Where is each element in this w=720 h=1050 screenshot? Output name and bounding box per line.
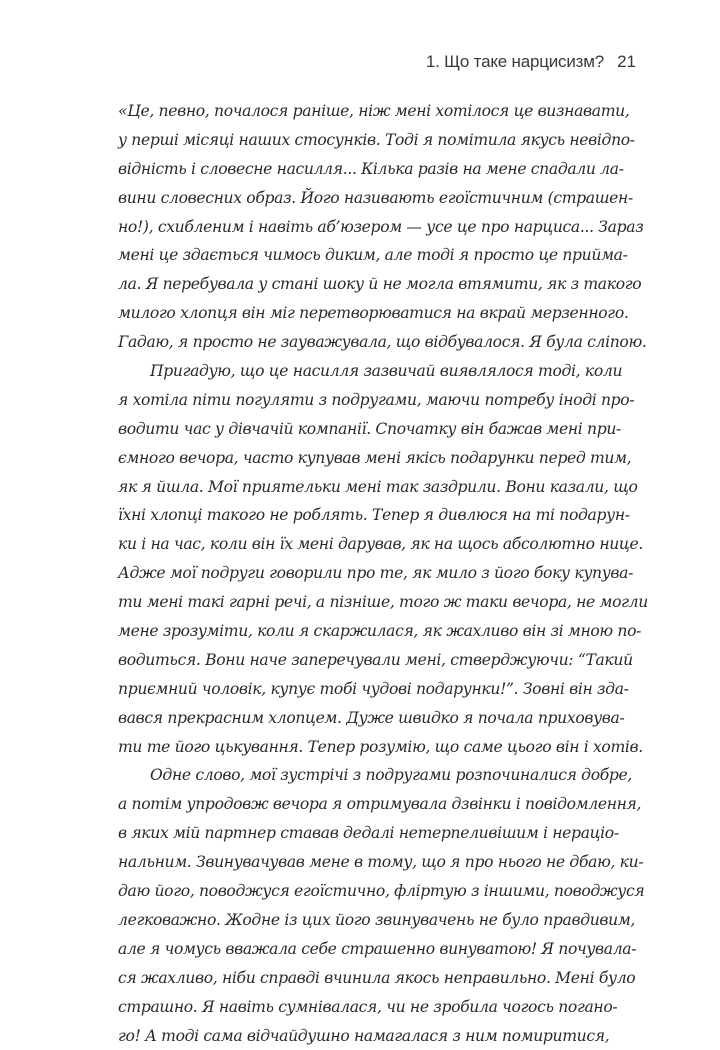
- chapter-title: 1. Що таке нарцисизм?: [426, 52, 604, 72]
- text-line: ла. Я перебувала у стані шоку й не могла втямити, як з такого: [118, 270, 577, 299]
- text-line: водити час у дівчачій компанії. Спочатку він бажав мені при-: [118, 415, 577, 444]
- text-line: нальним. Звинувачував мене в тому, що я про нього не дбаю, ки-: [118, 848, 577, 877]
- text-line: легковажно. Жодне із цих його звинувачень не було правдивим,: [118, 906, 577, 935]
- text-line: а потім упродовж вечора я отримувала дзвінки і повідомлення,: [118, 790, 577, 819]
- text-line: як я йшла. Мої приятельки мені так заздрили. Вони казали, що: [118, 473, 577, 502]
- text-line: Пригадую, що це насилля зазвичай виявлялося тоді, коли: [118, 357, 577, 386]
- page-number: 21: [617, 52, 636, 72]
- text-line: даю його, поводжуся егоїстично, фліртую з іншими, поводжуся: [118, 877, 577, 906]
- text-line: відність і словесне насилля... Кілька разів на мене спадали ла-: [118, 155, 577, 184]
- text-line: «Це, певно, почалося раніше, ніж мені хотілося це визнавати,: [118, 97, 577, 126]
- text-line: у перші місяці наших стосунків. Тоді я помітила якусь невідпо-: [118, 126, 577, 155]
- running-header: [0, 50, 720, 74]
- text-line: їхні хлопці такого не роблять. Тепер я дивлюся на ті подарун-: [118, 501, 577, 530]
- paragraph: [118, 357, 577, 761]
- text-line: ки і на час, коли він їх мені дарував, як на щось абсолютно нице.: [118, 530, 577, 559]
- text-line: я хотіла піти погуляти з подругами, маючи потребу іноді про-: [118, 386, 577, 415]
- text-line: мене зрозуміти, коли я скаржилася, як жахливо він зі мною по-: [118, 617, 577, 646]
- text-line: ти мені такі гарні речі, а пізніше, того ж таки вечора, не могли: [118, 588, 577, 617]
- text-line: Адже мої подруги говорили про те, як мило з його боку купува-: [118, 559, 577, 588]
- text-line: мені це здається чимось диким, але тоді я просто це прийма-: [118, 241, 577, 270]
- text-line: водиться. Вони наче заперечували мені, стверджуючи: “Такий: [118, 646, 577, 675]
- text-line: Одне слово, мої зустрічі з подругами розпочиналися добре,: [118, 761, 577, 790]
- text-line: але я чомусь вважала себе страшенно винуватою! Я почувала-: [118, 935, 577, 964]
- text-line: ти те його цькування. Тепер розумію, що саме цього він і хотів.: [118, 733, 577, 762]
- text-line: Гадаю, я просто не зауважувала, що відбувалося. Я була сліпою.: [118, 328, 577, 357]
- text-line: но!), схибленим і навіть аб’юзером — усе це про нарциса... Зараз: [118, 213, 577, 242]
- paragraph: [118, 761, 577, 1050]
- body-text: [118, 97, 577, 1050]
- text-line: вини словесних образ. Його називають егоїстичним (страшен-: [118, 184, 577, 213]
- text-line: го! А тоді сама відчайдушно намагалася з ним помиритися,: [118, 1022, 577, 1050]
- text-line: в яких мій партнер ставав дедалі нетерпеливішим і нераціо-: [118, 819, 577, 848]
- paragraph: [118, 97, 577, 357]
- text-line: ся жахливо, ніби справді вчинила якось неправильно. Мені було: [118, 964, 577, 993]
- text-line: приємний чоловік, купує тобі чудові подарунки!”. Зовні він зда-: [118, 675, 577, 704]
- text-line: страшно. Я навіть сумнівалася, чи не зробила чогось погано-: [118, 993, 577, 1022]
- text-line: ємного вечора, часто купував мені якісь подарунки перед тим,: [118, 444, 577, 473]
- text-line: вався прекрасним хлопцем. Дуже швидко я почала приховува-: [118, 704, 577, 733]
- text-line: милого хлопця він міг перетворюватися на вкрай мерзенного.: [118, 299, 577, 328]
